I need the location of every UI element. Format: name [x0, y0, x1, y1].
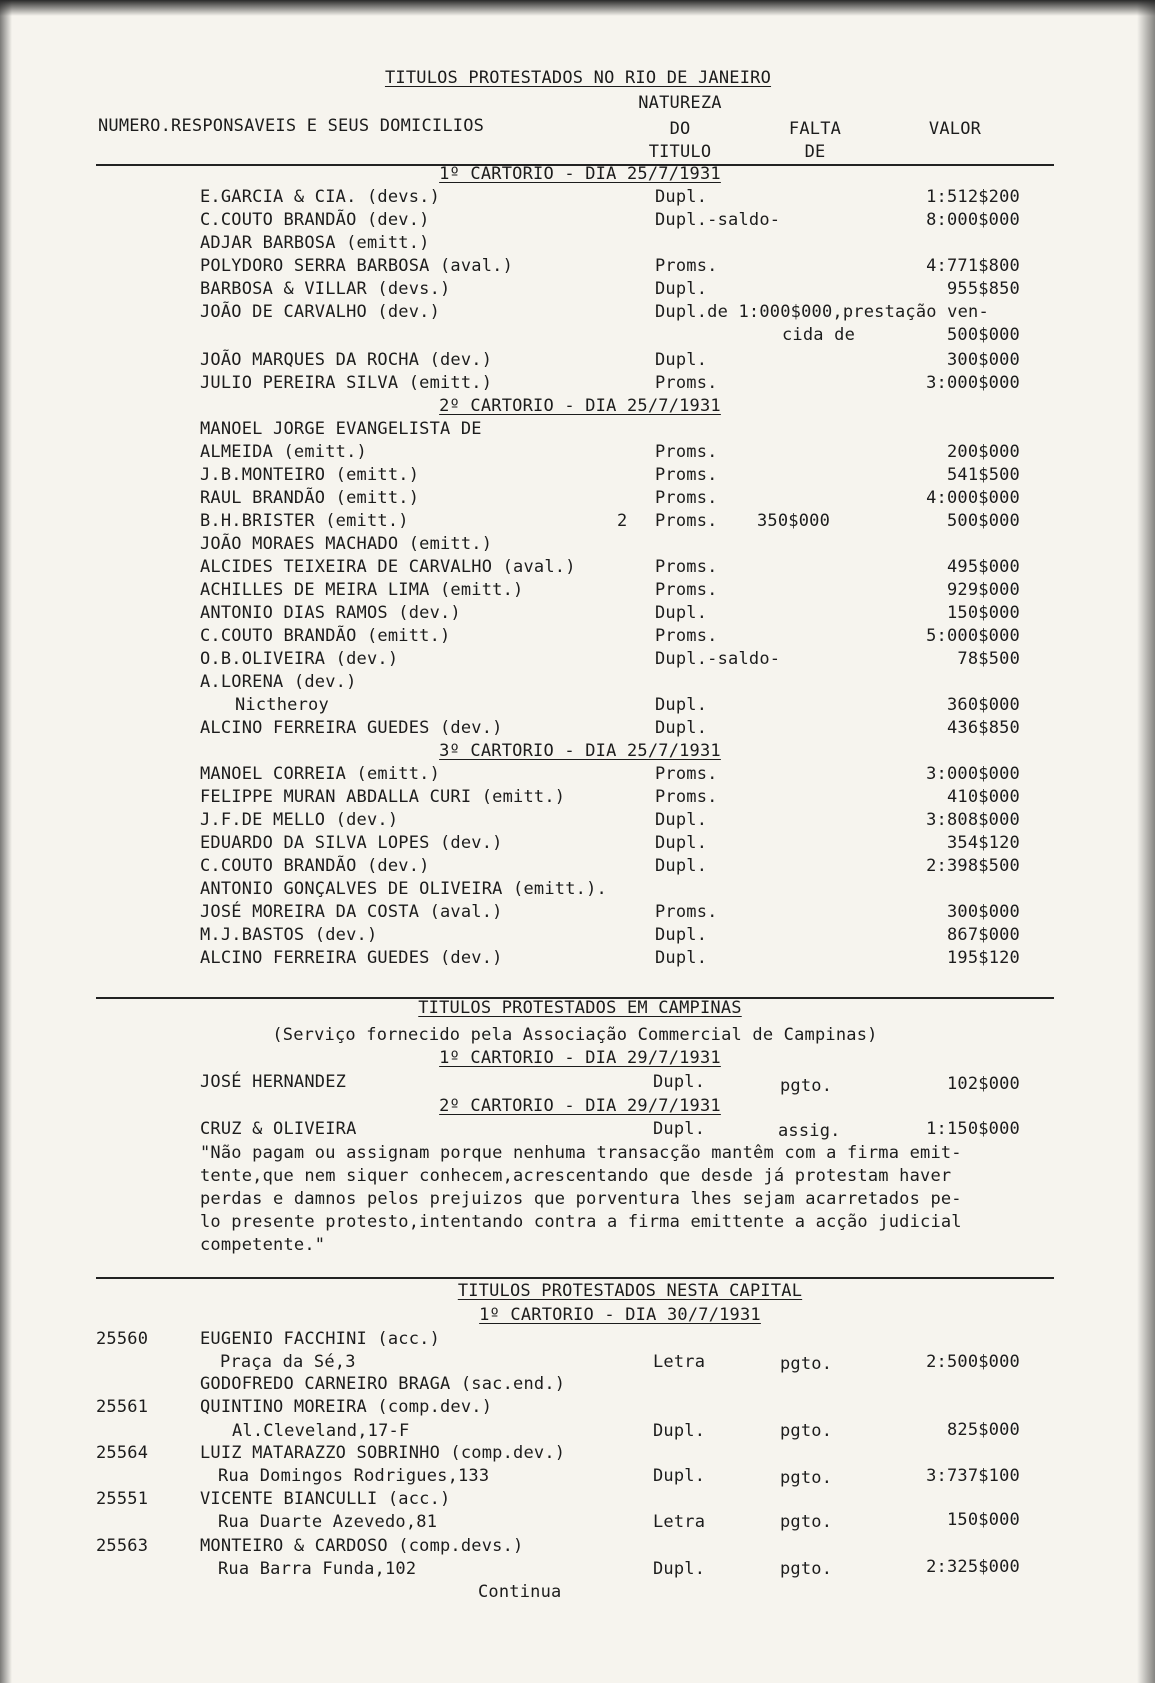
- list-item-name: C.COUTO BRANDÃO (dev.): [200, 856, 430, 876]
- list-item-addr: Rua Domingos Rodrigues,133: [218, 1466, 490, 1486]
- list-item-name: O.B.OLIVEIRA (dev.): [200, 649, 399, 669]
- list-item-falta: pgto.: [780, 1512, 833, 1532]
- list-item-nature: Dupl.: [655, 856, 708, 876]
- list-item-value: 825$000: [946, 1420, 1020, 1440]
- list-item-value: 929$000: [946, 580, 1020, 600]
- list-item-nature: Proms.: [655, 373, 718, 393]
- list-item-value: 195$120: [946, 948, 1020, 968]
- list-item-name: LUIZ MATARAZZO SOBRINHO (comp.dev.): [200, 1443, 566, 1463]
- list-item-name: JOSÉ HERNANDEZ: [200, 1072, 347, 1092]
- list-item-name: JOÃO MARQUES DA ROCHA (dev.): [200, 350, 493, 370]
- section-rule: [96, 1277, 1054, 1279]
- list-item-nature: Dupl.: [653, 1559, 706, 1579]
- list-item-name: E.GARCIA & CIA. (devs.): [200, 187, 441, 207]
- list-item-falta: pgto.: [780, 1076, 833, 1096]
- list-item-value: 3:000$000: [926, 373, 1020, 393]
- list-item-nature: Proms.: [655, 488, 718, 508]
- scan-edge-right: [1137, 0, 1155, 1683]
- list-item-value: 4:000$000: [926, 488, 1020, 508]
- list-item-value: 3:737$100: [926, 1466, 1020, 1486]
- list-item-name: RAUL BRANDÃO (emitt.): [200, 488, 420, 508]
- list-item-nature: Dupl.: [653, 1072, 706, 1092]
- list-item-nature: Proms.: [655, 902, 718, 922]
- list-item-falta: pgto.: [780, 1468, 833, 1488]
- list-item-nature: Proms.: [655, 580, 718, 600]
- col-natureza-3: TITULO: [648, 142, 712, 162]
- list-item-extra: GODOFREDO CARNEIRO BRAGA (sac.end.): [200, 1374, 566, 1394]
- list-item-nature: Proms.: [655, 787, 718, 807]
- list-item-name: JOÃO MORAES MACHADO (emitt.): [200, 534, 493, 554]
- list-item-value: 955$850: [946, 279, 1020, 299]
- note-line: perdas e damnos pelos prejuizos que porventura lhes sejam acarretados pe-: [200, 1189, 962, 1209]
- list-item-nature: Dupl.-saldo-: [655, 649, 781, 669]
- list-item-name: CRUZ & OLIVEIRA: [200, 1119, 357, 1139]
- list-item-nature: Proms.: [655, 764, 718, 784]
- list-item-value: 541$500: [946, 465, 1020, 485]
- list-item-value: 3:808$000: [926, 810, 1020, 830]
- list-item-value: 150$000: [946, 603, 1020, 623]
- list-item-name: ALCIDES TEIXEIRA DE CARVALHO (aval.): [200, 557, 576, 577]
- list-item-nature: Dupl.: [653, 1421, 706, 1441]
- list-item-falta: pgto.: [780, 1559, 833, 1579]
- list-item-addr: Rua Duarte Azevedo,81: [218, 1512, 438, 1532]
- list-item-value: 436$850: [946, 718, 1020, 738]
- list-item-name: Nictheroy: [235, 695, 329, 715]
- capital-title: TITULOS PROTESTADOS NESTA CAPITAL: [457, 1281, 803, 1301]
- list-item-nature: Proms.: [655, 626, 718, 646]
- list-item-name: MONTEIRO & CARDOSO (comp.devs.): [200, 1536, 524, 1556]
- rio-c3-heading: 3º CARTORIO - DIA 25/7/1931: [439, 741, 721, 761]
- list-item-nature: Dupl.: [655, 833, 708, 853]
- note-line: competente.": [200, 1235, 326, 1255]
- list-item-value: 300$000: [946, 350, 1020, 370]
- list-item-falta: pgto.: [780, 1354, 833, 1374]
- list-item-name: JOSÉ MOREIRA DA COSTA (aval.): [200, 902, 503, 922]
- list-item-falta: assig.: [778, 1121, 841, 1141]
- list-item-value: 3:000$000: [926, 764, 1020, 784]
- list-item-nature: Dupl.de 1:000$000,prestação ven-: [655, 302, 989, 322]
- list-item-name: EUGENIO FACCHINI (acc.): [200, 1329, 441, 1349]
- list-item-name: J.B.MONTEIRO (emitt.): [200, 465, 420, 485]
- list-item-value: 2:500$000: [926, 1352, 1020, 1372]
- list-item-nature: Dupl.: [655, 718, 708, 738]
- list-item-addr: Rua Barra Funda,102: [218, 1559, 417, 1579]
- list-item-value: 8:000$000: [926, 210, 1020, 230]
- list-item-name: ALCINO FERREIRA GUEDES (dev.): [200, 948, 503, 968]
- list-item-nature: Dupl.: [655, 187, 708, 207]
- list-item-name: ANTONIO GONÇALVES DE OLIVEIRA (emitt.).: [200, 879, 607, 899]
- list-item-value: 867$000: [946, 925, 1020, 945]
- list-item-nature: Letra: [653, 1512, 706, 1532]
- col-valor: VALOR: [928, 119, 982, 139]
- list-item-mark: 2: [617, 511, 628, 531]
- list-item-value: 2:398$500: [926, 856, 1020, 876]
- list-item-value: 500$000: [946, 511, 1020, 531]
- main-title: TITULOS PROTESTADOS NO RIO DE JANEIRO: [384, 68, 772, 88]
- list-item-value: 300$000: [946, 902, 1020, 922]
- list-item-nature: Proms.: [655, 557, 718, 577]
- campinas-subtitle: (Serviço fornecido pela Associação Commercial de Campinas): [272, 1025, 878, 1045]
- note-line: tente,que nem siquer conhecem,acrescentando que desde já protestam haver: [200, 1166, 952, 1186]
- list-item-value: 150$000: [946, 1510, 1020, 1530]
- list-item-value: 354$120: [946, 833, 1020, 853]
- list-item-nature: Dupl.: [653, 1119, 706, 1139]
- list-item-falta: pgto.: [780, 1421, 833, 1441]
- campinas-c2-heading: 2º CARTORIO - DIA 29/7/1931: [439, 1096, 721, 1116]
- list-item-num: 25561: [96, 1397, 149, 1417]
- list-item-name: POLYDORO SERRA BARBOSA (aval.): [200, 256, 514, 276]
- list-item-num: 25551: [96, 1489, 149, 1509]
- list-item-name: JOÃO DE CARVALHO (dev.): [200, 302, 441, 322]
- list-item-nature: Dupl.: [655, 948, 708, 968]
- list-item-name: MANOEL JORGE EVANGELISTA DE: [200, 419, 482, 439]
- list-item-name: M.J.BASTOS (dev.): [200, 925, 378, 945]
- list-item-num: 25560: [96, 1329, 149, 1349]
- list-item-value: 102$000: [946, 1074, 1020, 1094]
- list-item-nature: Proms.: [655, 465, 718, 485]
- list-item-addr: Praça da Sé,3: [220, 1352, 356, 1372]
- list-item-value: 1:512$200: [926, 187, 1020, 207]
- col-numero: NUMERO.RESPONSAVEIS E SEUS DOMICILIOS: [98, 116, 485, 136]
- list-item-value: 1:150$000: [926, 1119, 1020, 1139]
- list-item-name: QUINTINO MOREIRA (comp.dev.): [200, 1397, 493, 1417]
- rio-c2-heading: 2º CARTORIO - DIA 25/7/1931: [439, 396, 721, 416]
- scan-edge-top: [0, 0, 1155, 16]
- campinas-c1-heading: 1º CARTORIO - DIA 29/7/1931: [439, 1048, 721, 1068]
- list-item-value: 410$000: [946, 787, 1020, 807]
- list-item-nature: Letra: [653, 1352, 706, 1372]
- continua-label: Continua: [478, 1582, 562, 1602]
- list-item-value: 495$000: [946, 557, 1020, 577]
- rio-c1-heading: 1º CARTORIO - DIA 25/7/1931: [439, 164, 721, 184]
- list-item-nature: Dupl.: [653, 1466, 706, 1486]
- list-item-value: 5:000$000: [926, 626, 1020, 646]
- list-item-value: 200$000: [946, 442, 1020, 462]
- list-item-name: BARBOSA & VILLAR (devs.): [200, 279, 451, 299]
- note-line: "Não pagam ou assignam porque nenhuma transacção mantêm com a firma emit-: [200, 1143, 962, 1163]
- list-item-nature: Dupl.: [655, 603, 708, 623]
- list-item-name: ALCINO FERREIRA GUEDES (dev.): [200, 718, 503, 738]
- list-item-name: C.COUTO BRANDÃO (emitt.): [200, 626, 451, 646]
- list-item-nature: Dupl.: [655, 695, 708, 715]
- col-natureza-1: NATUREZA: [638, 93, 722, 113]
- list-item-value: 78$500: [957, 649, 1020, 669]
- list-item-nature: Dupl.-saldo-: [655, 210, 781, 230]
- list-item-name: ACHILLES DE MEIRA LIMA (emitt.): [200, 580, 524, 600]
- list-item-nature: Proms.: [655, 442, 718, 462]
- list-item-value: 4:771$800: [926, 256, 1020, 276]
- list-item-name: C.COUTO BRANDÃO (dev.): [200, 210, 430, 230]
- list-item-nature: Proms.: [655, 256, 718, 276]
- list-item-cont: cida de: [782, 325, 856, 345]
- scan-edge-left: [0, 0, 12, 1683]
- list-item-value: 360$000: [946, 695, 1020, 715]
- campinas-title: TITULOS PROTESTADOS EM CAMPINAS: [418, 998, 742, 1018]
- list-item-nature: Dupl.: [655, 925, 708, 945]
- list-item-value: 500$000: [946, 325, 1020, 345]
- list-item-value: 2:325$000: [926, 1557, 1020, 1577]
- list-item-nature: Dupl.: [655, 810, 708, 830]
- list-item-name: FELIPPE MURAN ABDALLA CURI (emitt.): [200, 787, 566, 807]
- list-item-nature: Dupl.: [655, 279, 708, 299]
- list-item-falta: 350$000: [757, 511, 831, 531]
- list-item-name: JULIO PEREIRA SILVA (emitt.): [200, 373, 493, 393]
- note-line: lo presente protesto,intentando contra a firma emittente a acção judicial: [200, 1212, 962, 1232]
- list-item-name: A.LORENA (dev.): [200, 672, 357, 692]
- list-item-name: VICENTE BIANCULLI (acc.): [200, 1489, 451, 1509]
- col-falta-1: FALTA: [788, 119, 842, 139]
- list-item-name: ADJAR BARBOSA (emitt.): [200, 233, 430, 253]
- list-item-num: 25563: [96, 1536, 149, 1556]
- list-item-name: ANTONIO DIAS RAMOS (dev.): [200, 603, 461, 623]
- list-item-name: ALMEIDA (emitt.): [200, 442, 367, 462]
- capital-c1-heading: 1º CARTORIO - DIA 30/7/1931: [479, 1305, 761, 1325]
- list-item-addr: Al.Cleveland,17-F: [232, 1421, 410, 1441]
- col-natureza-2: DO: [669, 119, 691, 139]
- list-item-num: 25564: [96, 1443, 149, 1463]
- col-falta-2: DE: [804, 142, 826, 162]
- list-item-nature: Proms.: [655, 511, 718, 531]
- list-item-name: MANOEL CORREIA (emitt.): [200, 764, 441, 784]
- list-item-nature: Dupl.: [655, 350, 708, 370]
- list-item-name: EDUARDO DA SILVA LOPES (dev.): [200, 833, 503, 853]
- list-item-name: B.H.BRISTER (emitt.): [200, 511, 409, 531]
- list-item-name: J.F.DE MELLO (dev.): [200, 810, 399, 830]
